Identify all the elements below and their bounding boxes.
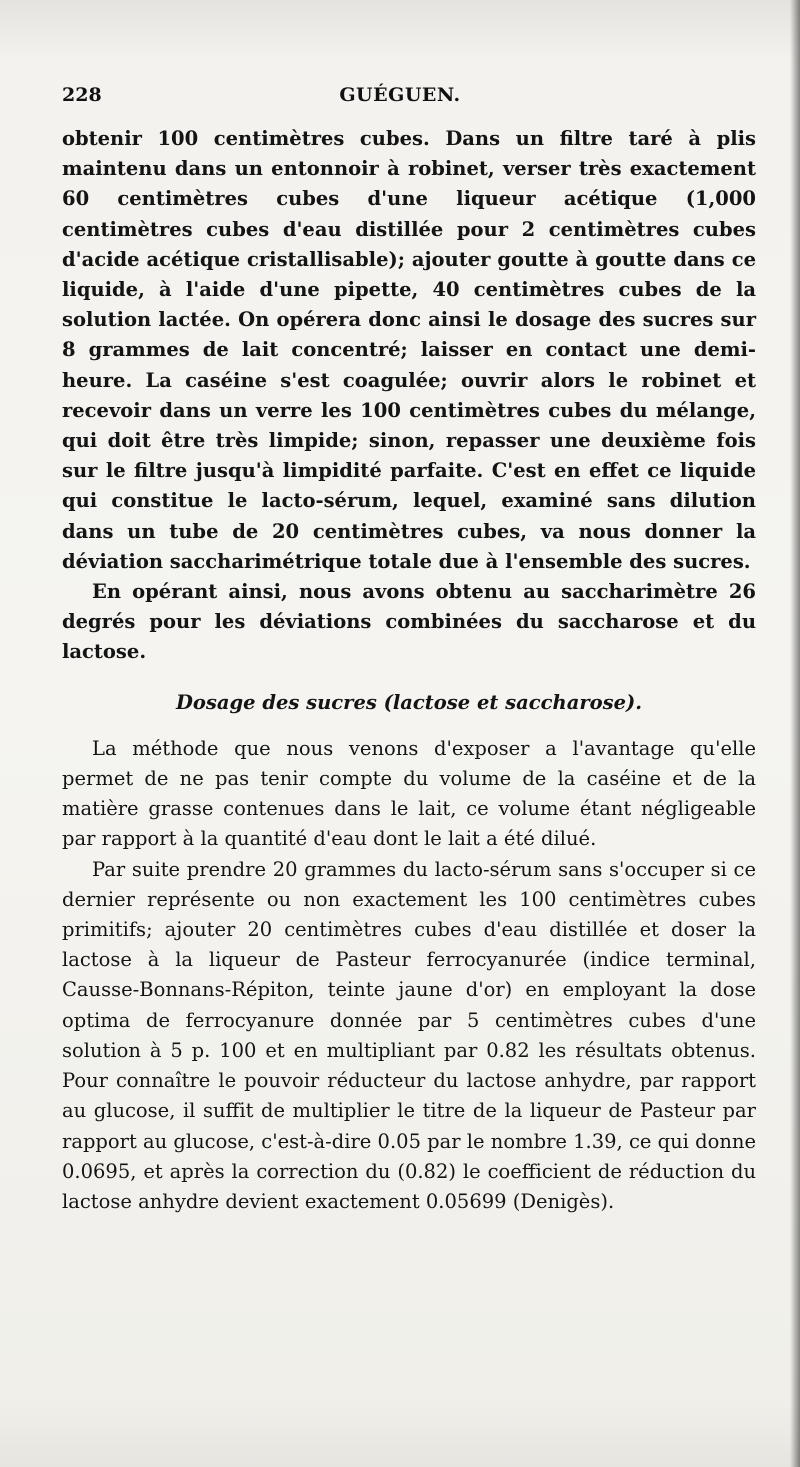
running-head: GUÉGUEN.: [339, 84, 461, 106]
body-text: [62, 124, 756, 1217]
page-edge-shadow: [790, 0, 800, 1467]
page-header: [62, 80, 738, 110]
paragraph-2: En opérant ainsi, nous avons obtenu au saccharimètre 26 degrés pour les déviations combinées du saccharose et du lactose.: [62, 580, 756, 664]
section-paragraph-2: Par suite prendre 20 grammes du lacto-sérum sans s'occuper si ce dernier représente ou non exactement les 100 centimètres cubes primitifs; ajouter 20 centimètres cubes d'eau distillée et doser la lactose à la liqueur de Pasteur ferrocyanurée (indice terminal, Causse-Bonnans-Répiton, teinte jaune d'or) en employant la dose optima de ferrocyanure donnée par 5 centimètres cubes d'une solution à 5 p. 100 et en multipliant par 0.82 les résultats obtenus. Pour connaître le pouvoir réducteur du lactose anhydre, par rapport au glucose, il suffit de multiplier le titre de la liqueur de Pasteur par rapport au glucose, c'est-à-dire 0.05 par le nombre 1.39, ce qui donne 0.0695, et après la correction du (0.82) le coefficient de réduction du lactose anhydre devient exactement 0.05699 (Denigès).: [62, 857, 756, 1213]
paragraph-1: obtenir 100 centimètres cubes. Dans un filtre taré à plis maintenu dans un entonnoir à robinet, verser très exactement 60 centimètres cubes d'une liqueur acétique (1,000 centimètres cubes d'eau distillée pour 2 centimètres cubes d'acide acétique cristallisable); ajouter goutte à goutte dans ce liquide, à l'aide d'une pipette, 40 centimètres cubes de la solution lactée. On opérera donc ainsi le dosage des sucres sur 8 grammes de lait concentré; laisser en contact une demi-heure. La caséine s'est coagulée; ouvrir alors le robinet et recevoir dans un verre les 100 centimètres cubes du mélange, qui doit être très limpide; sinon, repasser une deuxième fois sur le filtre jusqu'à limpidité parfaite. C'est en effet ce liquide qui constitue le lacto-sérum, lequel, examiné sans dilution dans un tube de 20 centimètres cubes, va nous donner la déviation saccharimétrique totale due à l'ensemble des sucres.: [62, 127, 756, 573]
page-number: 228: [62, 84, 102, 106]
section-heading: Dosage des sucres (lactose et saccharose).: [175, 690, 643, 714]
section-paragraph-1: La méthode que nous venons d'exposer a l'avantage qu'elle permet de ne pas tenir compte du volume de la caséine et de la matière grasse contenues dans le lait, ce volume étant négligeable par rapport à la quantité d'eau dont le lait a été dilué.: [62, 736, 756, 851]
